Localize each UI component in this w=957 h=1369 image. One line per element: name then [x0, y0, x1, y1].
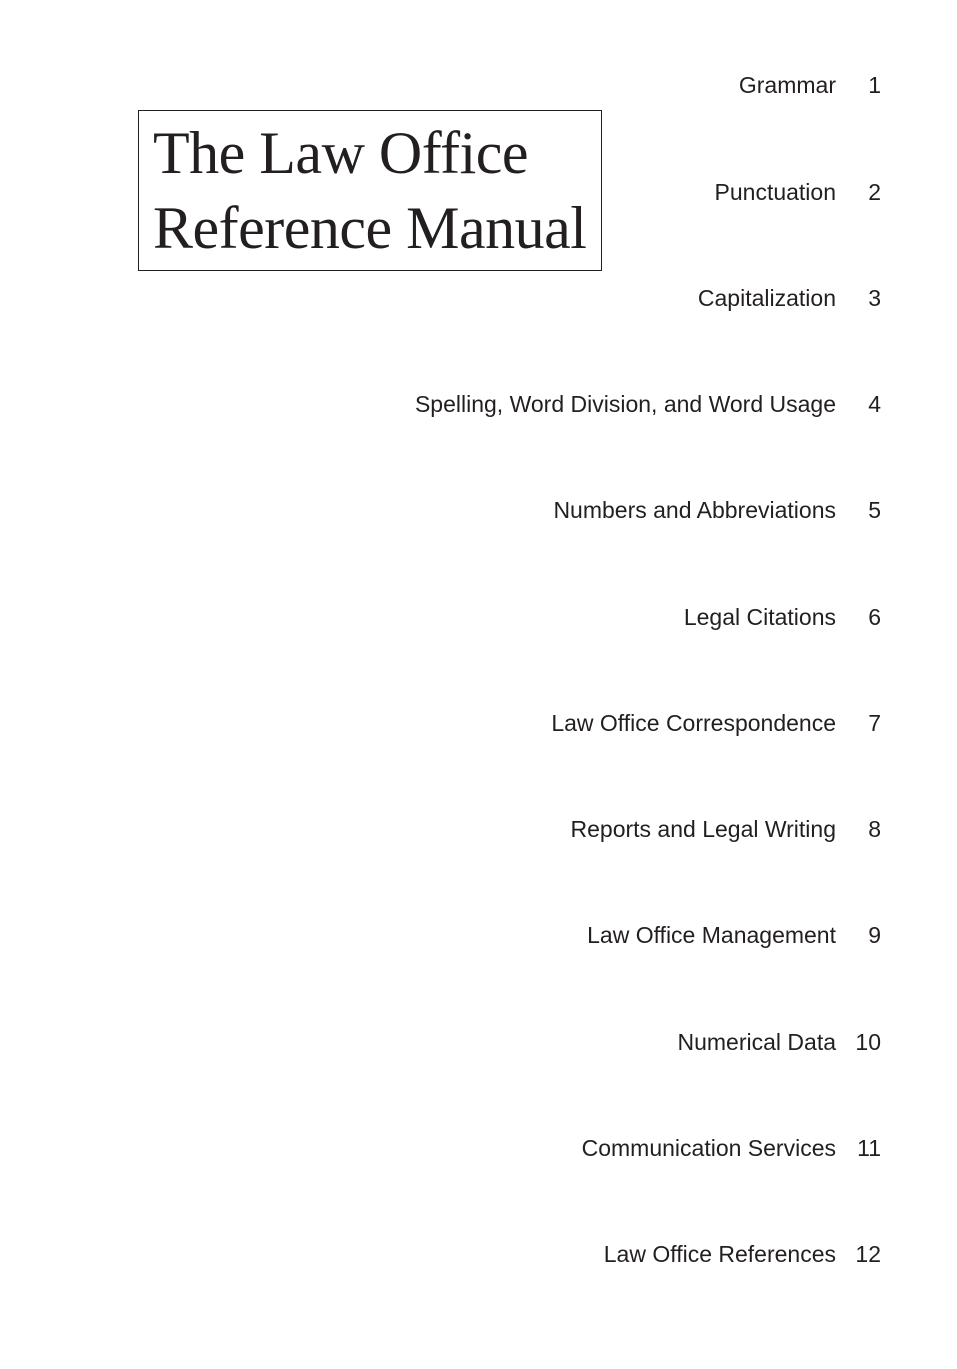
toc-number: 10 [855, 1029, 881, 1055]
toc-entry-correspondence[interactable] [0, 708, 957, 738]
toc-label: Law Office References [603, 1241, 836, 1267]
toc-number: 12 [855, 1241, 881, 1267]
toc-number: 7 [868, 710, 881, 736]
toc-entry-references[interactable] [0, 1239, 957, 1269]
toc-label: Communication Services [581, 1135, 836, 1161]
toc-label: Spelling, Word Division, and Word Usage [414, 391, 836, 417]
toc-number: 2 [868, 179, 881, 205]
toc-label: Grammar [738, 72, 836, 98]
toc-entry-numerical-data[interactable] [0, 1027, 957, 1057]
toc-entry-legal-citations[interactable] [0, 602, 957, 632]
toc-entry-punctuation[interactable] [0, 177, 957, 207]
toc-number: 6 [868, 604, 881, 630]
toc-number: 4 [868, 391, 881, 417]
toc-label: Capitalization [697, 285, 836, 311]
toc-entry-spelling[interactable] [0, 389, 957, 419]
toc-entry-numbers-abbreviations[interactable] [0, 495, 957, 525]
toc-entry-reports-legal-writing[interactable] [0, 814, 957, 844]
toc-number: 11 [857, 1135, 881, 1161]
toc-label: Legal Citations [683, 604, 836, 630]
toc-label: Law Office Correspondence [551, 710, 836, 736]
toc-label: Punctuation [714, 179, 836, 205]
toc-number: 8 [868, 816, 881, 842]
toc-label: Reports and Legal Writing [570, 816, 836, 842]
title-line-1: The Law Office [153, 120, 529, 186]
title-line-2: Reference Manual [153, 195, 587, 261]
toc-entry-communication-services[interactable] [0, 1133, 957, 1163]
toc-number: 3 [868, 285, 881, 311]
toc-entry-grammar[interactable] [0, 70, 957, 100]
toc-entry-management[interactable] [0, 920, 957, 950]
toc-label: Numerical Data [677, 1029, 836, 1055]
toc-number: 5 [868, 497, 881, 523]
toc-number: 9 [868, 922, 881, 948]
toc-number: 1 [868, 72, 881, 98]
toc-entry-capitalization[interactable] [0, 283, 957, 313]
toc-label: Law Office Management [587, 922, 836, 948]
toc-label: Numbers and Abbreviations [553, 497, 836, 523]
